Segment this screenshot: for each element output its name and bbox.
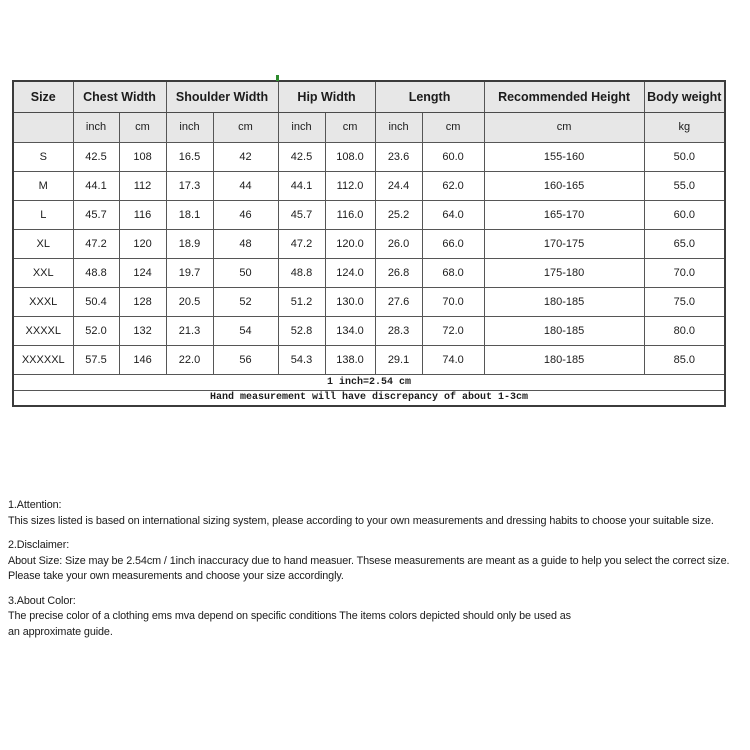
measurement-cell: 18.9 <box>166 229 213 258</box>
measurement-cell: 52.8 <box>278 316 325 345</box>
measurement-cell: 27.6 <box>375 287 422 316</box>
measurement-cell: 108 <box>119 142 166 171</box>
measurement-cell: 85.0 <box>644 345 725 374</box>
unit-header: kg <box>644 112 725 142</box>
measurement-cell: 54.3 <box>278 345 325 374</box>
column-group-header-row <box>13 81 725 112</box>
measurement-cell: 120 <box>119 229 166 258</box>
size-label-cell: XXXL <box>13 287 73 316</box>
note-about-color <box>8 594 750 641</box>
empty-header-cell <box>13 112 73 142</box>
measurement-cell: 46 <box>213 200 278 229</box>
note-heading: 3.About Color: <box>8 594 76 607</box>
measurement-cell: 62.0 <box>422 171 484 200</box>
measurement-cell: 17.3 <box>166 171 213 200</box>
units-header-row <box>13 112 725 142</box>
size-chart-footnotes <box>13 374 725 406</box>
measurement-cell: 64.0 <box>422 200 484 229</box>
measurement-cell: 44.1 <box>73 171 119 200</box>
measurement-cell: 47.2 <box>278 229 325 258</box>
measurement-cell: 72.0 <box>422 316 484 345</box>
measurement-cell: 57.5 <box>73 345 119 374</box>
measurement-cell: 23.6 <box>375 142 422 171</box>
note-text: an approximate guide. <box>8 625 113 638</box>
measurement-cell: 124 <box>119 258 166 287</box>
measurement-cell: 22.0 <box>166 345 213 374</box>
measurement-cell: 134.0 <box>325 316 375 345</box>
measurement-cell: 68.0 <box>422 258 484 287</box>
table-row <box>13 287 725 316</box>
measurement-cell: 50 <box>213 258 278 287</box>
size-chart-body <box>13 142 725 374</box>
measurement-cell: 60.0 <box>422 142 484 171</box>
measurement-cell: 170-175 <box>484 229 644 258</box>
measurement-cell: 52.0 <box>73 316 119 345</box>
measurement-cell: 54 <box>213 316 278 345</box>
unit-header: cm <box>213 112 278 142</box>
measurement-cell: 120.0 <box>325 229 375 258</box>
table-row <box>13 200 725 229</box>
measurement-cell: 42.5 <box>73 142 119 171</box>
measurement-cell: 108.0 <box>325 142 375 171</box>
size-label-cell: XXXXXL <box>13 345 73 374</box>
column-group-header: Recommended Height <box>484 81 644 112</box>
size-chart-table <box>12 80 726 407</box>
table-row <box>13 345 725 374</box>
measurement-cell: 66.0 <box>422 229 484 258</box>
table-row <box>13 258 725 287</box>
measurement-cell: 70.0 <box>422 287 484 316</box>
note-heading: 2.Disclaimer: <box>8 539 70 551</box>
size-chart-header <box>13 81 725 142</box>
measurement-cell: 18.1 <box>166 200 213 229</box>
size-label-cell: XXL <box>13 258 73 287</box>
unit-header: inch <box>375 112 422 142</box>
measurement-cell: 146 <box>119 345 166 374</box>
measurement-cell: 180-185 <box>484 316 644 345</box>
measurement-cell: 42 <box>213 142 278 171</box>
unit-header: inch <box>278 112 325 142</box>
footnote-row <box>13 390 725 406</box>
measurement-cell: 48.8 <box>73 258 119 287</box>
column-group-header: Hip Width <box>278 81 375 112</box>
measurement-cell: 80.0 <box>644 316 725 345</box>
size-label-cell: L <box>13 200 73 229</box>
measurement-cell: 52 <box>213 287 278 316</box>
measurement-cell: 44.1 <box>278 171 325 200</box>
measurement-cell: 20.5 <box>166 287 213 316</box>
unit-header: inch <box>166 112 213 142</box>
green-scan-artifact <box>276 75 279 81</box>
note-attention <box>8 498 750 529</box>
note-text: About Size: Size may be 2.54cm / 1inch inaccuracy due to hand measuer. Thsese measurements are meant as a guide to help you select the correct size. <box>8 554 730 567</box>
measurement-cell: 180-185 <box>484 287 644 316</box>
size-label-cell: S <box>13 142 73 171</box>
note-disclaimer <box>8 538 750 585</box>
measurement-cell: 26.8 <box>375 258 422 287</box>
measurement-cell: 116.0 <box>325 200 375 229</box>
measurement-cell: 26.0 <box>375 229 422 258</box>
measurement-cell: 116 <box>119 200 166 229</box>
measurement-cell: 47.2 <box>73 229 119 258</box>
unit-header: cm <box>119 112 166 142</box>
measurement-cell: 19.7 <box>166 258 213 287</box>
measurement-discrepancy-footnote: Hand measurement will have discrepancy of about 1-3cm <box>13 390 725 406</box>
measurement-cell: 45.7 <box>73 200 119 229</box>
measurement-cell: 155-160 <box>484 142 644 171</box>
measurement-cell: 48.8 <box>278 258 325 287</box>
table-row <box>13 171 725 200</box>
table-row <box>13 316 725 345</box>
table-row <box>13 229 725 258</box>
measurement-cell: 42.5 <box>278 142 325 171</box>
unit-header: inch <box>73 112 119 142</box>
measurement-cell: 112.0 <box>325 171 375 200</box>
note-heading: 1.Attention: <box>8 499 62 511</box>
measurement-cell: 132 <box>119 316 166 345</box>
measurement-cell: 165-170 <box>484 200 644 229</box>
measurement-cell: 50.0 <box>644 142 725 171</box>
note-text: The precise color of a clothing ems mva depend on specific conditions The items colors depicted should only be used as <box>8 610 571 622</box>
measurement-cell: 56 <box>213 345 278 374</box>
column-group-header: Body weight <box>644 81 725 112</box>
measurement-cell: 25.2 <box>375 200 422 229</box>
measurement-cell: 138.0 <box>325 345 375 374</box>
measurement-cell: 175-180 <box>484 258 644 287</box>
measurement-cell: 21.3 <box>166 316 213 345</box>
measurement-cell: 55.0 <box>644 171 725 200</box>
measurement-cell: 28.3 <box>375 316 422 345</box>
column-group-header: Size <box>13 81 73 112</box>
measurement-cell: 75.0 <box>644 287 725 316</box>
measurement-cell: 51.2 <box>278 287 325 316</box>
measurement-cell: 44 <box>213 171 278 200</box>
measurement-cell: 112 <box>119 171 166 200</box>
note-text: This sizes listed is based on international sizing system, please according to your own measurements and dressing habits to choose your suitable size. <box>8 514 714 527</box>
unit-header: cm <box>422 112 484 142</box>
size-label-cell: XXXXL <box>13 316 73 345</box>
unit-header: cm <box>325 112 375 142</box>
notes-section <box>8 498 750 649</box>
footnote-row <box>13 374 725 390</box>
measurement-cell: 60.0 <box>644 200 725 229</box>
inch-conversion-footnote: 1 inch=2.54 cm <box>13 374 725 390</box>
measurement-cell: 70.0 <box>644 258 725 287</box>
measurement-cell: 29.1 <box>375 345 422 374</box>
measurement-cell: 24.4 <box>375 171 422 200</box>
measurement-cell: 74.0 <box>422 345 484 374</box>
measurement-cell: 180-185 <box>484 345 644 374</box>
measurement-cell: 124.0 <box>325 258 375 287</box>
unit-header: cm <box>484 112 644 142</box>
note-text: Please take your own measurements and choose your size accordingly. <box>8 570 344 582</box>
measurement-cell: 160-165 <box>484 171 644 200</box>
measurement-cell: 48 <box>213 229 278 258</box>
measurement-cell: 128 <box>119 287 166 316</box>
size-label-cell: M <box>13 171 73 200</box>
column-group-header: Length <box>375 81 484 112</box>
column-group-header: Shoulder Width <box>166 81 278 112</box>
measurement-cell: 130.0 <box>325 287 375 316</box>
measurement-cell: 45.7 <box>278 200 325 229</box>
measurement-cell: 16.5 <box>166 142 213 171</box>
measurement-cell: 65.0 <box>644 229 725 258</box>
column-group-header: Chest Width <box>73 81 166 112</box>
measurement-cell: 50.4 <box>73 287 119 316</box>
table-row <box>13 142 725 171</box>
size-label-cell: XL <box>13 229 73 258</box>
